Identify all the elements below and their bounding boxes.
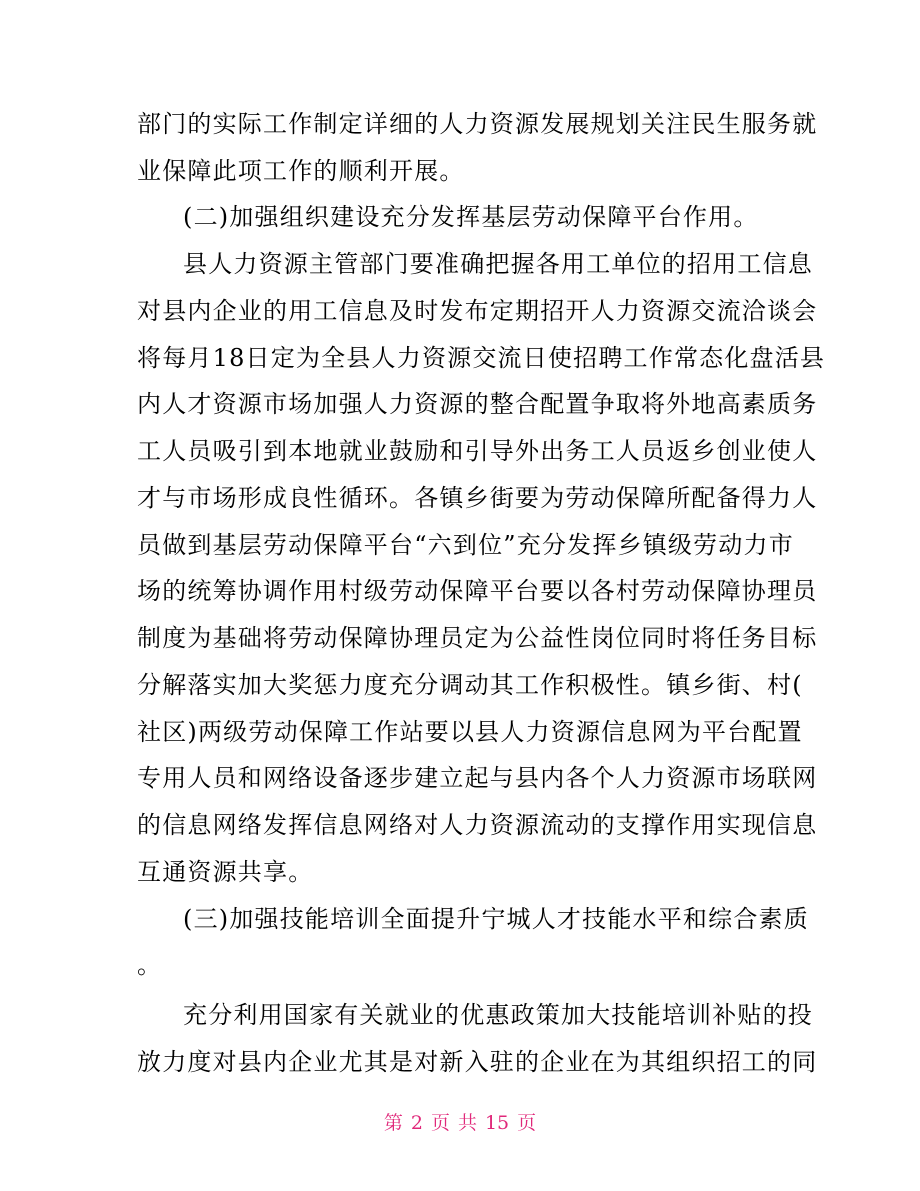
body-text-line: 。: [137, 951, 163, 979]
footer-total-word: 共: [457, 1112, 477, 1134]
body-text-line: 的信息网络发挥信息网络对人力资源流动的支撑作用实现信息: [137, 811, 818, 839]
body-text-line: 放力度对县内企业尤其是对新入驻的企业在为其组织招工的同: [137, 1048, 818, 1076]
body-text-line: 分解落实加大奖惩力度充分调动其工作积极性。镇乡街、村(: [137, 671, 803, 699]
section-heading: (三)加强技能培训全面提升宁城人才技能水平和综合素质: [183, 905, 809, 933]
section-heading: (二)加强组织建设充分发挥基层劳动保障平台作用。: [183, 203, 759, 231]
current-page-number: 2: [410, 1112, 423, 1134]
footer-suffix: 页: [517, 1112, 537, 1134]
body-text-line: 业保障此项工作的顺利开展。: [137, 157, 465, 185]
body-text-line: 才与市场形成良性循环。各镇乡街要为劳动保障所配备得力人: [137, 484, 818, 512]
body-text-line: 对县内企业的用工信息及时发布定期招开人力资源交流洽谈会: [137, 297, 818, 325]
body-text-line: 县人力资源主管部门要准确把握各用工单位的招用工信息: [183, 250, 813, 278]
body-text-line: 充分利用国家有关就业的优惠政策加大技能培训补贴的投: [183, 1001, 813, 1029]
total-pages-number: 15: [484, 1112, 510, 1134]
body-text-line: 内人才资源市场加强人力资源的整合配置争取将外地高素质务: [137, 390, 818, 418]
footer-prefix: 第: [383, 1112, 403, 1134]
body-text-line: 社区)两级劳动保障工作站要以县人力资源信息网为平台配置: [137, 718, 803, 746]
page-footer: [0, 1108, 920, 1138]
body-text-line: 场的统筹协调作用村级劳动保障平台要以各村劳动保障协理员: [137, 577, 818, 605]
body-text-line: 制度为基础将劳动保障协理员定为公益性岗位同时将任务目标: [137, 624, 818, 652]
body-text-line: 员做到基层劳动保障平台“六到位”充分发挥乡镇级劳动力市: [137, 531, 794, 559]
body-text-line: 部门的实际工作制定详细的人力资源发展规划关注民生服务就: [137, 110, 818, 138]
body-text-line: 将每月18日定为全县人力资源交流日使招聘工作常态化盘活县: [137, 344, 826, 372]
body-text-line: 工人员吸引到本地就业鼓励和引导外出务工人员返乡创业使人: [137, 437, 818, 465]
footer-page-word: 页: [430, 1112, 450, 1134]
body-text-line: 互通资源共享。: [137, 858, 314, 886]
body-text-line: 专用人员和网络设备逐步建立起与县内各个人力资源市场联网: [137, 764, 818, 792]
